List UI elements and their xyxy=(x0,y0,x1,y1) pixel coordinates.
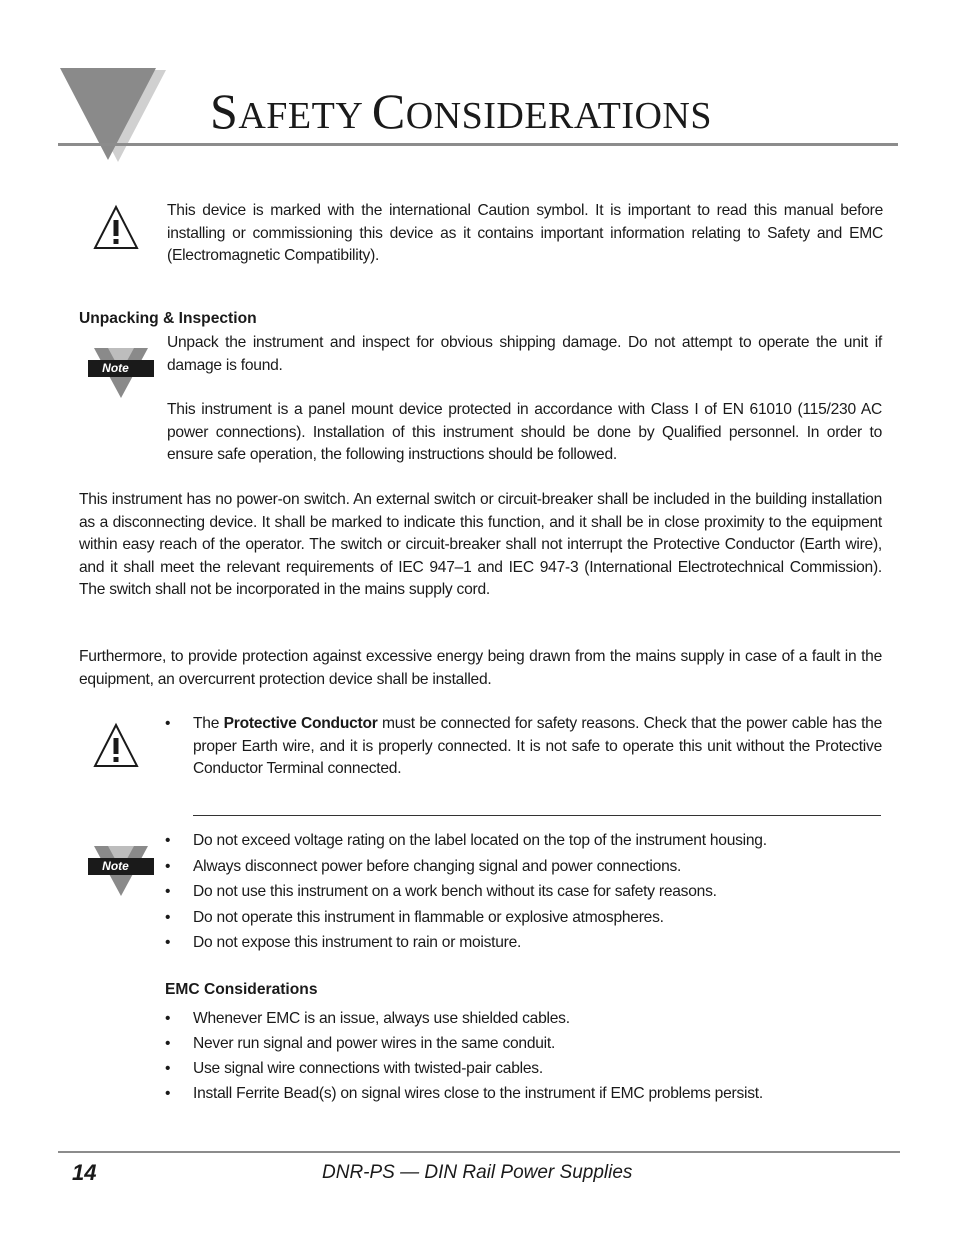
protective-conductor-item: • The Protective Conductor must be connected for safety reasons. Check that the power cable has the proper Earth wire, and it is properly connected. It is not safe to operate this unit without the Protective Conductor Terminal connected. xyxy=(165,715,883,777)
power-switch-paragraph: This instrument has no power-on switch. An external switch or circuit-breaker shall be included in the building installation as a disconnecting device. It shall be marked to indicate this function, and it shall be in close proximity to the equipment within easy reach of the operator. The switch or circuit-breaker shall not interrupt the Protective Conductor (Earth wire), and it shall meet the relevant requirements of IEC 947–1 and IEC 947-3 (International Electrotechnical Commission). The switch shall not be incorporated in the mains supply cord. xyxy=(79,491,882,598)
intro-paragraph: This device is marked with the international Caution symbol. It is important to read this manual before installing or commissioning this device as it contains important information relating to Safety and EMC (Electromagnetic Compatibility). xyxy=(167,202,883,264)
caution-icon-2 xyxy=(92,722,140,770)
emc-list xyxy=(165,1006,885,1106)
bullet: • xyxy=(165,715,171,732)
overcurrent-paragraph: Furthermore, to provide protection against excessive energy being drawn from the mains supply in case of a fault in the equipment, an overcurrent protection device shall be installed. xyxy=(79,648,882,688)
page-number: 14 xyxy=(72,1160,97,1185)
list-item: • Use signal wire connections with twisted-pair cables. xyxy=(165,1060,543,1077)
list-item: • Do not expose this instrument to rain or moisture. xyxy=(165,934,522,951)
list-item: • Whenever EMC is an issue, always use shielded cables. xyxy=(165,1010,570,1027)
page-title: SAFETY CONSIDERATIONS xyxy=(210,83,713,139)
section-divider xyxy=(193,815,881,816)
protective-conductor-bold: Protective Conductor xyxy=(223,715,378,732)
note-label-2: Note xyxy=(102,859,129,873)
list-item: • Always disconnect power before changing signal and power connections. xyxy=(165,857,682,875)
list-item: • Do not exceed voltage rating on the label located on the top of the instrument housing. xyxy=(165,832,767,849)
list-item: • Never run signal and power wires in the same conduit. xyxy=(165,1035,556,1052)
unpacking-paragraph-2: This instrument is a panel mount device protected in accordance with Class I of EN 61010 (115/230 AC power connections). Installation of this instrument should be done by Qualified personnel. In order to ensure safe operation, the following instructions should be followed. xyxy=(167,401,882,463)
note-icon-2 xyxy=(88,838,154,896)
footer-document-title: DNR-PS — DIN Rail Power Supplies xyxy=(322,1162,633,1183)
list-item: • Install Ferrite Bead(s) on signal wires close to the instrument if EMC problems persist. xyxy=(165,1085,763,1102)
unpacking-paragraph-1: Unpack the instrument and inspect for obvious shipping damage. Do not attempt to operate the unit if damage is found. xyxy=(167,334,882,374)
header-triangle-icon xyxy=(56,66,168,166)
note-label: Note xyxy=(102,361,129,375)
note-icon xyxy=(88,340,154,398)
emc-heading: EMC Considerations xyxy=(165,981,318,998)
header-rule xyxy=(58,143,898,146)
unpacking-heading: Unpacking & Inspection xyxy=(79,310,257,327)
list-item: • Do not use this instrument on a work bench without its case for safety reasons. xyxy=(165,883,717,900)
safety-list xyxy=(165,828,885,956)
caution-icon xyxy=(92,204,140,252)
footer-rule xyxy=(58,1151,900,1153)
list-item: • Do not operate this instrument in flammable or explosive atmospheres. xyxy=(165,908,664,926)
